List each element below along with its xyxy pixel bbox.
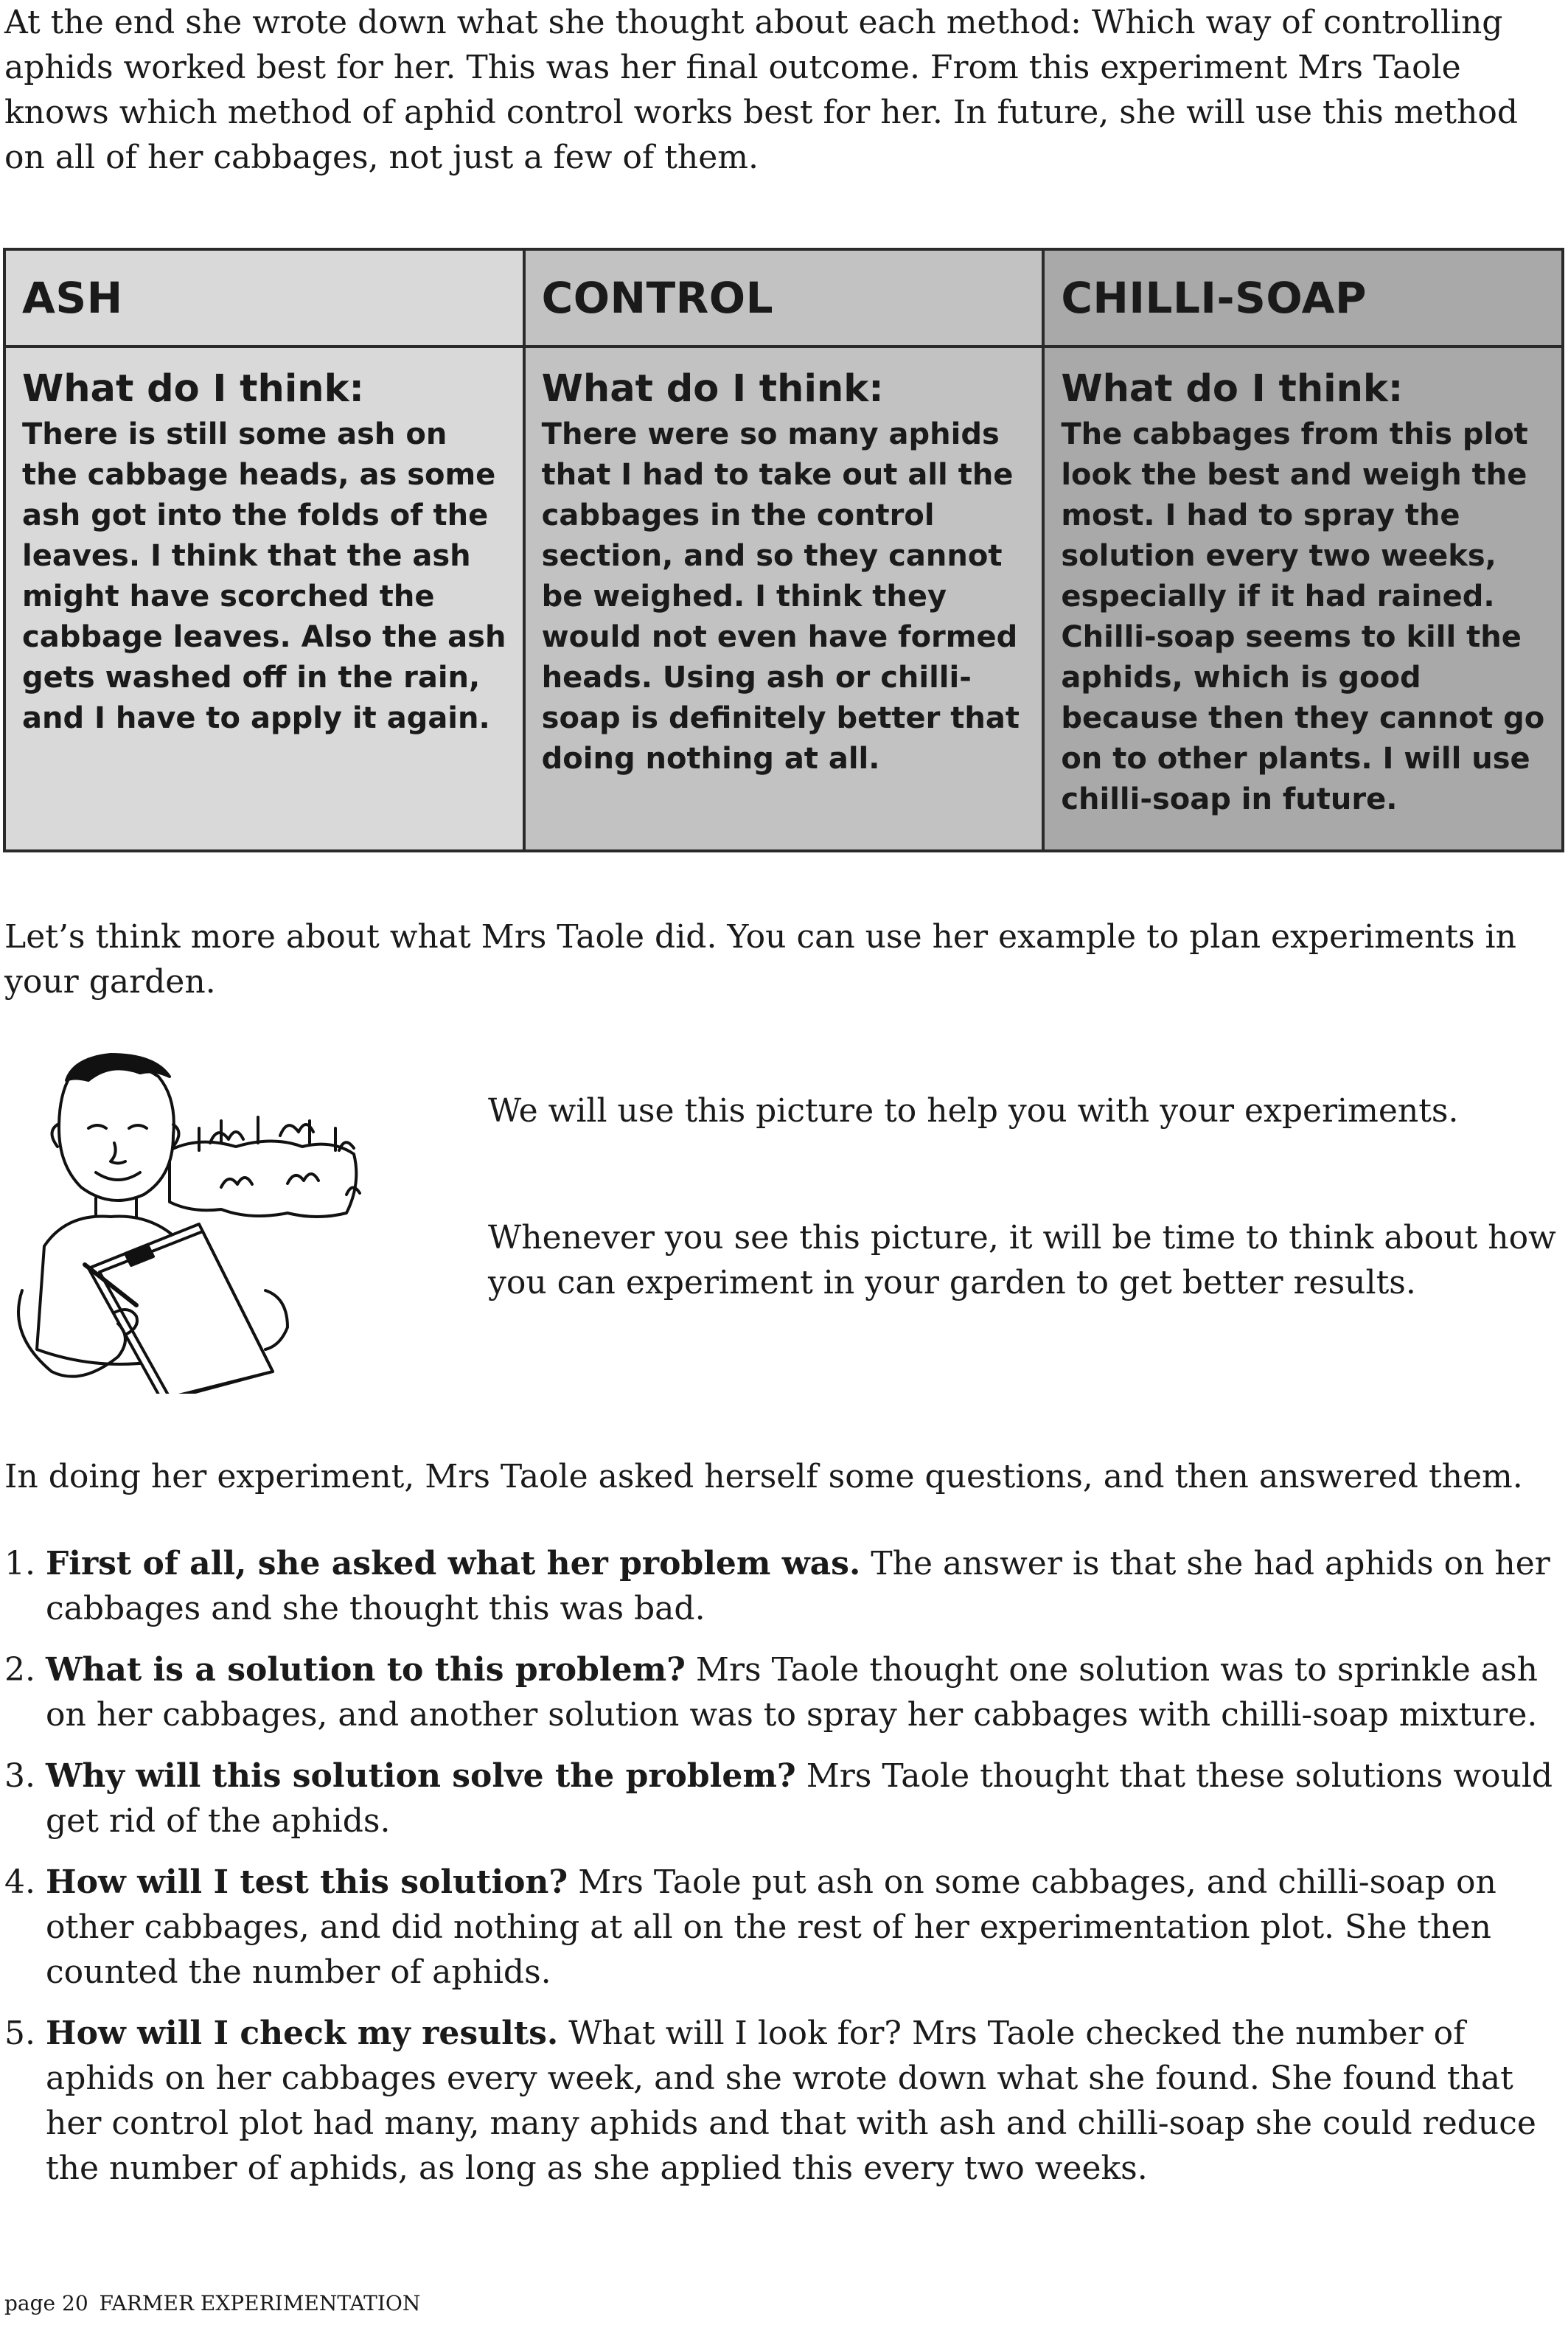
think-text: There were so many aphids that I had to take out all the cabbages in the control section, and so they cannot be weighed. I think they would not even have formed heads. Using ash or chilli-soap is definitely better that doing nothing at all.: [541, 417, 1020, 776]
page-footer: [4, 2290, 420, 2317]
list-item: [4, 1647, 1560, 1737]
header-control: CONTROL: [524, 249, 1044, 347]
item-number: 3.: [4, 1757, 35, 1795]
think-text: The cabbages from this plot look the best and weigh the most. I had to spray the solution every two weeks, especially if it had rained. Chilli-soap seems to kill the aphids, which is good because then they cannot go on to other plants. I will use chilli-soap in future.: [1061, 417, 1545, 816]
farmer-writing-clipboard-illustration: [0, 1047, 369, 1394]
list-item: [4, 2011, 1560, 2191]
think-text: There is still some ash on the cabbage heads, as some ash got into the folds of the leaves. I think that the ash might have scorched the cabbage leaves. Also the ash gets washed off in the rain, and I have to apply it again.: [22, 417, 506, 735]
intro-paragraph: At the end she wrote down what she thought about each method: Which way of controlling aphids worked best for her. This was her final outcome. From this experiment Mrs Taole knows which method of aphid control works best for her. In future, she will use this method on all of her cabbages, not just a few of them.: [4, 4, 1519, 176]
item-answer: The answer is that she had aphids on her cabbages and she thought this was bad.: [46, 1545, 1550, 1627]
cell-chilli-soap: [1043, 347, 1563, 851]
cell-ash: [4, 347, 524, 851]
list-item: [4, 1541, 1560, 1631]
item-number: 5.: [4, 2015, 35, 2052]
item-number: 2.: [4, 1651, 35, 1689]
list-item: [4, 1860, 1560, 1995]
header-ash: ASH: [4, 249, 524, 347]
questions-intro: In doing her experiment, Mrs Taole asked herself some questions, and then answered them.: [4, 1458, 1523, 1495]
item-question: What is a solution to this problem?: [46, 1651, 686, 1689]
methods-table: [3, 248, 1564, 852]
think-label: What do I think:: [1061, 367, 1404, 411]
questions-list: [4, 1541, 1560, 2207]
item-answer: Mrs Taole thought one solution was to sprinkle ash on her cabbages, and another solution was to spray her cabbages with chilli-soap mixture.: [46, 1651, 1538, 1734]
table-header-row: [4, 249, 1563, 347]
header-chilli-soap: CHILLI-SOAP: [1043, 249, 1563, 347]
page-number: page 20: [4, 2291, 88, 2315]
item-question: How will I test this solution?: [46, 1863, 568, 1901]
item-answer: What will I look for? Mrs Taole checked the number of aphids on her cabbages every week, and she wrote down what she found. She found that her control plot had many, many aphids and that with ash and chilli-soap she could reduce the number of aphids, as long as she applied this every two weeks.: [46, 2015, 1536, 2187]
think-label: What do I think:: [22, 367, 364, 411]
item-question: Why will this solution solve the problem?: [46, 1757, 796, 1795]
running-title: FARMER EXPERIMENTATION: [99, 2291, 421, 2315]
table-body-row: [4, 347, 1563, 851]
cell-control: [524, 347, 1044, 851]
item-question: How will I check my results.: [46, 2015, 559, 2052]
think-label: What do I think:: [541, 367, 884, 411]
item-answer: Mrs Taole thought that these solutions would get rid of the aphids.: [46, 1757, 1553, 1840]
item-question: First of all, she asked what her problem was.: [46, 1545, 861, 1582]
lets-think-paragraph: Let’s think more about what Mrs Taole did. You can use her example to plan experiments in your garden.: [4, 918, 1516, 1001]
picture-note-1: We will use this picture to help you with your experiments.: [488, 1092, 1459, 1130]
item-answer: Mrs Taole put ash on some cabbages, and chilli-soap on other cabbages, and did nothing at all on the rest of her experimentation plot. She then counted the number of aphids.: [46, 1863, 1496, 1991]
item-number: 1.: [4, 1545, 35, 1582]
item-number: 4.: [4, 1863, 35, 1901]
list-item: [4, 1754, 1560, 1843]
picture-note-2: Whenever you see this picture, it will be time to think about how you can experiment in your garden to get better results.: [488, 1219, 1556, 1301]
